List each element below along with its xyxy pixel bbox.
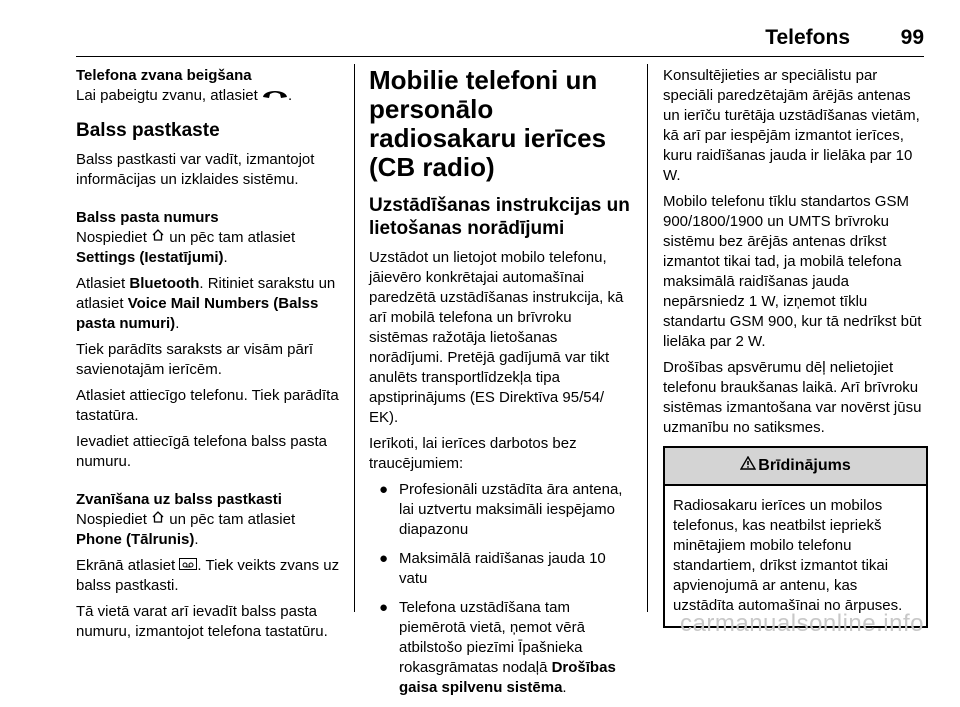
column-middle: [369, 66, 633, 707]
paragraph: Drošības apsvērumu dēļ nelietojiet telefonu braukšanas laikā. Arī brīvroku sistēmas izmantošana var novērst jūsu uzmanību no satiksmes.: [663, 359, 922, 436]
paragraph: [76, 510, 344, 550]
section-heading: Balss pastkaste: [76, 120, 220, 142]
text: Ekrānā atlasiet: [76, 557, 176, 575]
bullet: ●: [379, 481, 389, 498]
text: .: [562, 679, 567, 696]
paragraph: Konsultējieties ar speciālistu par speciāli paredzētajām ārējās antenas un ierīču turētāja uzstādīšanas vietām, kā arī par iespējām izmantot ierīces, kuru raidīšanas jauda ir lielāka par 10 W.: [663, 67, 920, 184]
paragraph: [76, 556, 344, 596]
menu-term: Phone (Tālrunis): [76, 531, 195, 549]
home-icon: [151, 510, 165, 530]
warning-triangle-icon: [740, 456, 756, 476]
page-title: Telefons: [765, 26, 850, 49]
text: un pēc tam atlasiet: [169, 229, 296, 247]
list-item: [369, 598, 633, 698]
text: Lai pabeigtu zvanu, atlasiet: [76, 87, 258, 104]
paragraph: Mobilo telefonu tīklu standartos GSM 900/1800/1900 un UMTS brīvroku sistēmu bez ārējās antenas drīkst izmantot tikai tad, ja mobilā telefona maksimālā raidīšanas jauda nepārsniedz 1 W, izņemot tīklu standartu GSM 900, kur tā nedrīkst būt lielāka par 2 W.: [663, 193, 922, 350]
warning-header: [665, 448, 926, 486]
section-heading: Balss pasta numurs: [76, 209, 219, 227]
home-icon: [151, 228, 165, 248]
page-header: [0, 0, 960, 58]
list-item: [369, 480, 633, 540]
voicemail-icon: [179, 556, 197, 576]
bullet-list: [369, 480, 633, 698]
paragraph: Tiek parādīts saraksts ar visām pārī savienotajām ierīcēm.: [76, 341, 314, 379]
text: .: [223, 249, 228, 267]
column-divider: [354, 64, 355, 612]
text: . Tiek veikts zvans uz balss pastkasti.: [76, 557, 340, 595]
text: Nospiediet: [76, 511, 147, 529]
column-left: [76, 66, 344, 648]
text: Atlasiet: [76, 275, 126, 293]
list-item: [369, 549, 633, 589]
paragraph: Ievadiet attiecīgā telefona balss pasta numuru.: [76, 433, 328, 471]
section-heading: Zvanīšana uz balss pastkasti: [76, 491, 282, 509]
column-right: [663, 66, 928, 628]
paragraph: [76, 228, 344, 268]
text: Telefona uzstādīšana tam piemērotā vietā, ņemot vērā atbilstošo piezīmi Īpašnieka rokasgrāmatas nodaļā: [399, 599, 585, 676]
page-number: 99: [900, 26, 924, 49]
menu-term: Voice Mail Numbers (Balss pasta numuri): [76, 295, 319, 333]
menu-term: Bluetooth: [129, 275, 200, 293]
paragraph: Ierīkoti, lai ierīces darbotos bez traucējumiem:: [369, 435, 577, 472]
bullet: ●: [379, 550, 389, 567]
section-subtitle: Uzstādīšanas instrukcijas un lietošanas norādījumi: [369, 195, 630, 239]
cross-reference: Drošības gaisa spilvenu sistēma: [399, 659, 616, 696]
text: .: [175, 315, 180, 333]
column-divider: [647, 64, 648, 612]
text: Nospiediet: [76, 229, 147, 247]
text: Maksimālā raidīšanas jauda 10 vatu: [399, 550, 606, 587]
menu-term: Settings (Iestatījumi): [76, 249, 224, 267]
paragraph: [76, 274, 344, 334]
watermark: carmanualsonline.info: [680, 610, 924, 637]
text: un pēc tam atlasiet: [169, 511, 296, 529]
paragraph: [76, 86, 344, 106]
paragraph: Uzstādot un lietojot mobilo telefonu, jāievēro konkrētajai automašīnai paredzētā uzstādīšanas instrukcija, kā arī mobilā telefona un brīvroku sistēmas ražotāja lietošanas norādījumi. Pretējā gadījumā var tikt anulēts transportlīdzekļa tipa apstiprinājums (ES Direktīva 95/54/ EK).: [369, 249, 624, 426]
text: .: [194, 531, 199, 549]
section-heading: Telefona zvana beigšana: [76, 67, 252, 84]
paragraph: Atlasiet attiecīgo telefonu. Tiek parādīta tastatūra.: [76, 387, 339, 425]
section-title: Mobilie telefoni un personālo radiosakaru ierīces (CB radio): [369, 65, 607, 182]
text: .: [287, 87, 293, 104]
bullet: ●: [379, 599, 389, 616]
warning-title: Brīdinājums: [758, 457, 851, 474]
header-rule: [76, 56, 924, 57]
text: Profesionāli uzstādīta āra antena, lai uztvertu maksimāli iespējamo diapazonu: [399, 481, 623, 538]
text: . Ritiniet sarakstu un atlasiet: [76, 275, 336, 313]
warning-text: Radiosakaru ierīces un mobilos telefonus, kas neatbilst iepriekš minētajiem mobilo telefonu standartiem, drīkst izmantot tikai apvienojumā ar antenu, kas uzstādīta automašīnai no ārpuses.: [673, 497, 903, 614]
paragraph: Balss pastkasti var vadīt, izmantojot informācijas un izklaides sistēmu.: [76, 151, 315, 189]
phone-hangup-icon: [262, 86, 288, 106]
paragraph: Tā vietā varat arī ievadīt balss pasta numuru, izmantojot telefona tastatūru.: [76, 603, 328, 641]
warning-box: [663, 446, 928, 628]
